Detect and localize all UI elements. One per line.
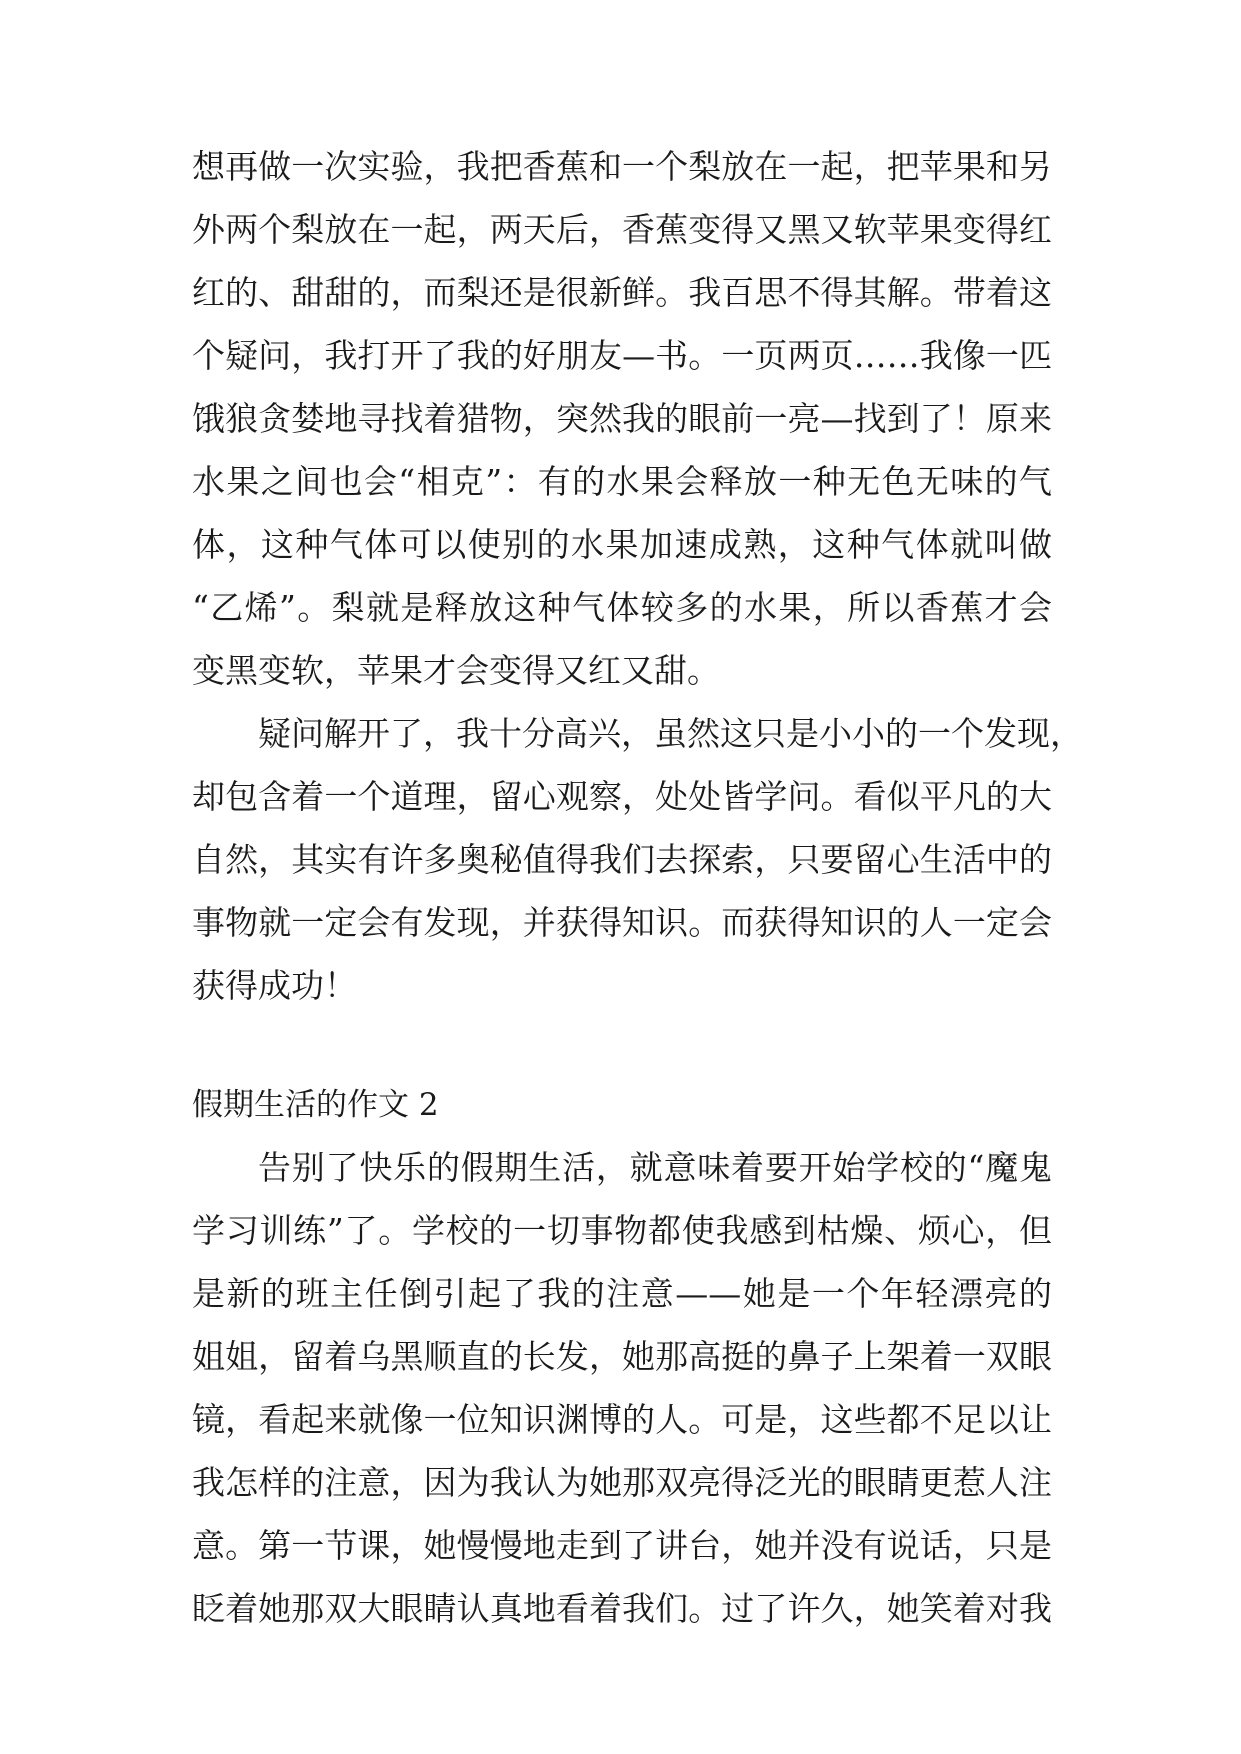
paragraph-line: 事物就一定会有发现，并获得知识。而获得知识的人一定会 [192, 903, 1052, 942]
paragraph-line: 水果之间也会“相克”：有的水果会释放一种无色无味的气 [192, 462, 1052, 501]
paragraph-line: 饿狼贪婪地寻找着猎物，突然我的眼前一亮—找到了！原来 [192, 399, 1052, 438]
paragraph-line: 获得成功！ [192, 966, 357, 1005]
paragraph-line: 疑问解开了，我十分高兴，虽然这只是小小的一个发现， [258, 714, 1083, 753]
paragraph-line: 姐姐，留着乌黑顺直的长发，她那高挺的鼻子上架着一双眼 [192, 1337, 1052, 1376]
paragraph-line: 自然，其实有许多奥秘值得我们去探索，只要留心生活中的 [192, 840, 1052, 879]
essay-title: 假期生活的作文 2 [192, 1087, 439, 1123]
paragraph-line: 体，这种气体可以使别的水果加速成熟，这种气体就叫做 [192, 525, 1052, 564]
paragraph-line: 个疑问，我打开了我的好朋友—书。一页两页……我像一匹 [192, 336, 1052, 375]
paragraph-line: 想再做一次实验，我把香蕉和一个梨放在一起，把苹果和另 [192, 147, 1052, 186]
paragraph-line: 告别了快乐的假期生活，就意味着要开始学校的“魔鬼 [258, 1148, 1052, 1187]
paragraph-line: 我怎样的注意，因为我认为她那双亮得泛光的眼睛更惹人注 [192, 1463, 1052, 1502]
paragraph-line: 是新的班主任倒引起了我的注意——她是一个年轻漂亮的 [192, 1274, 1052, 1313]
paragraph-line: 变黑变软，苹果才会变得又红又甜。 [192, 651, 720, 690]
paragraph-line: 意。第一节课，她慢慢地走到了讲台，她并没有说话，只是 [192, 1526, 1052, 1565]
paragraph-line: 红的、甜甜的，而梨还是很新鲜。我百思不得其解。带着这 [192, 273, 1052, 312]
paragraph-line: 外两个梨放在一起，两天后，香蕉变得又黑又软苹果变得红 [192, 210, 1052, 249]
paragraph-line: 眨着她那双大眼睛认真地看着我们。过了许久，她笑着对我 [192, 1589, 1052, 1628]
paragraph-line: “乙烯”。梨就是释放这种气体较多的水果，所以香蕉才会 [192, 588, 1052, 627]
paragraph-line: 却包含着一个道理，留心观察，处处皆学问。看似平凡的大 [192, 777, 1052, 816]
paragraph-line: 学习训练”了。学校的一切事物都使我感到枯燥、烦心，但 [192, 1211, 1052, 1250]
paragraph-line: 镜，看起来就像一位知识渊博的人。可是，这些都不足以让 [192, 1400, 1052, 1439]
